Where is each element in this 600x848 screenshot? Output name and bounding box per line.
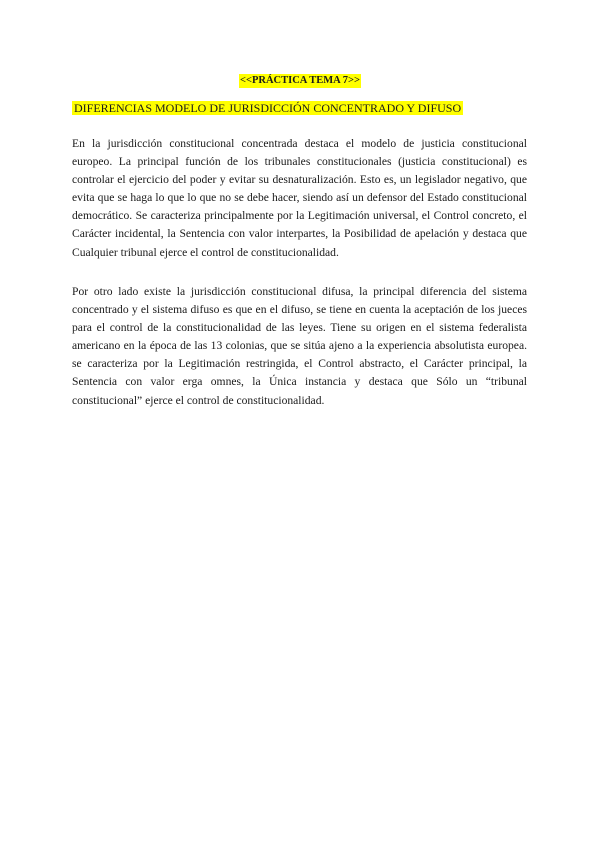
heading-container	[0, 72, 600, 88]
practice-heading: <<PRÁCTICA TEMA 7>>	[239, 75, 360, 86]
document-subtitle: DIFERENCIAS MODELO DE JURISDICCIÓN CONCENTRADO Y DIFUSO	[74, 101, 462, 115]
paragraph-concentrated-jurisdiction: En la jurisdicción constitucional concentrada destaca el modelo de justicia constitucional europeo. La principal función de los tribunales constitucionales (justicia constitucional) es controlar el ejercicio del poder y evitar su desnaturalización. Esto es, un legislador negativo, que evita que se haga lo que lo que no se debe hacer, siendo así un defensor del Estado constitucional democrático. Se caracteriza principalmente por la Legitimación universal, el Control concreto, el Carácter incidental, la Sentencia con valor interpartes, la Posibilidad de apelación y destaca que Cualquier tribunal ejerce el control de constitucionalidad.	[72, 137, 527, 259]
paragraph-diffuse-jurisdiction: Por otro lado existe la jurisdicción constitucional difusa, la principal diferencia del sistema concentrado y el sistema difuso es que en el difuso, se tiene en cuenta la aceptación de los jueces para el control de la constitucionalidad de las leyes. Tiene su origen en el sistema federalista americano en la época de las 13 colonias, que se sitúa ajeno a la experiencia absolutista europea. se caracteriza por la Legitimación restringida, el Control abstracto, el Carácter principal, la Sentencia con valor erga omnes, la Única instancia y destaca que Sólo un “tribunal constitucional” ejerce el control de constitucionalidad.	[72, 285, 527, 407]
